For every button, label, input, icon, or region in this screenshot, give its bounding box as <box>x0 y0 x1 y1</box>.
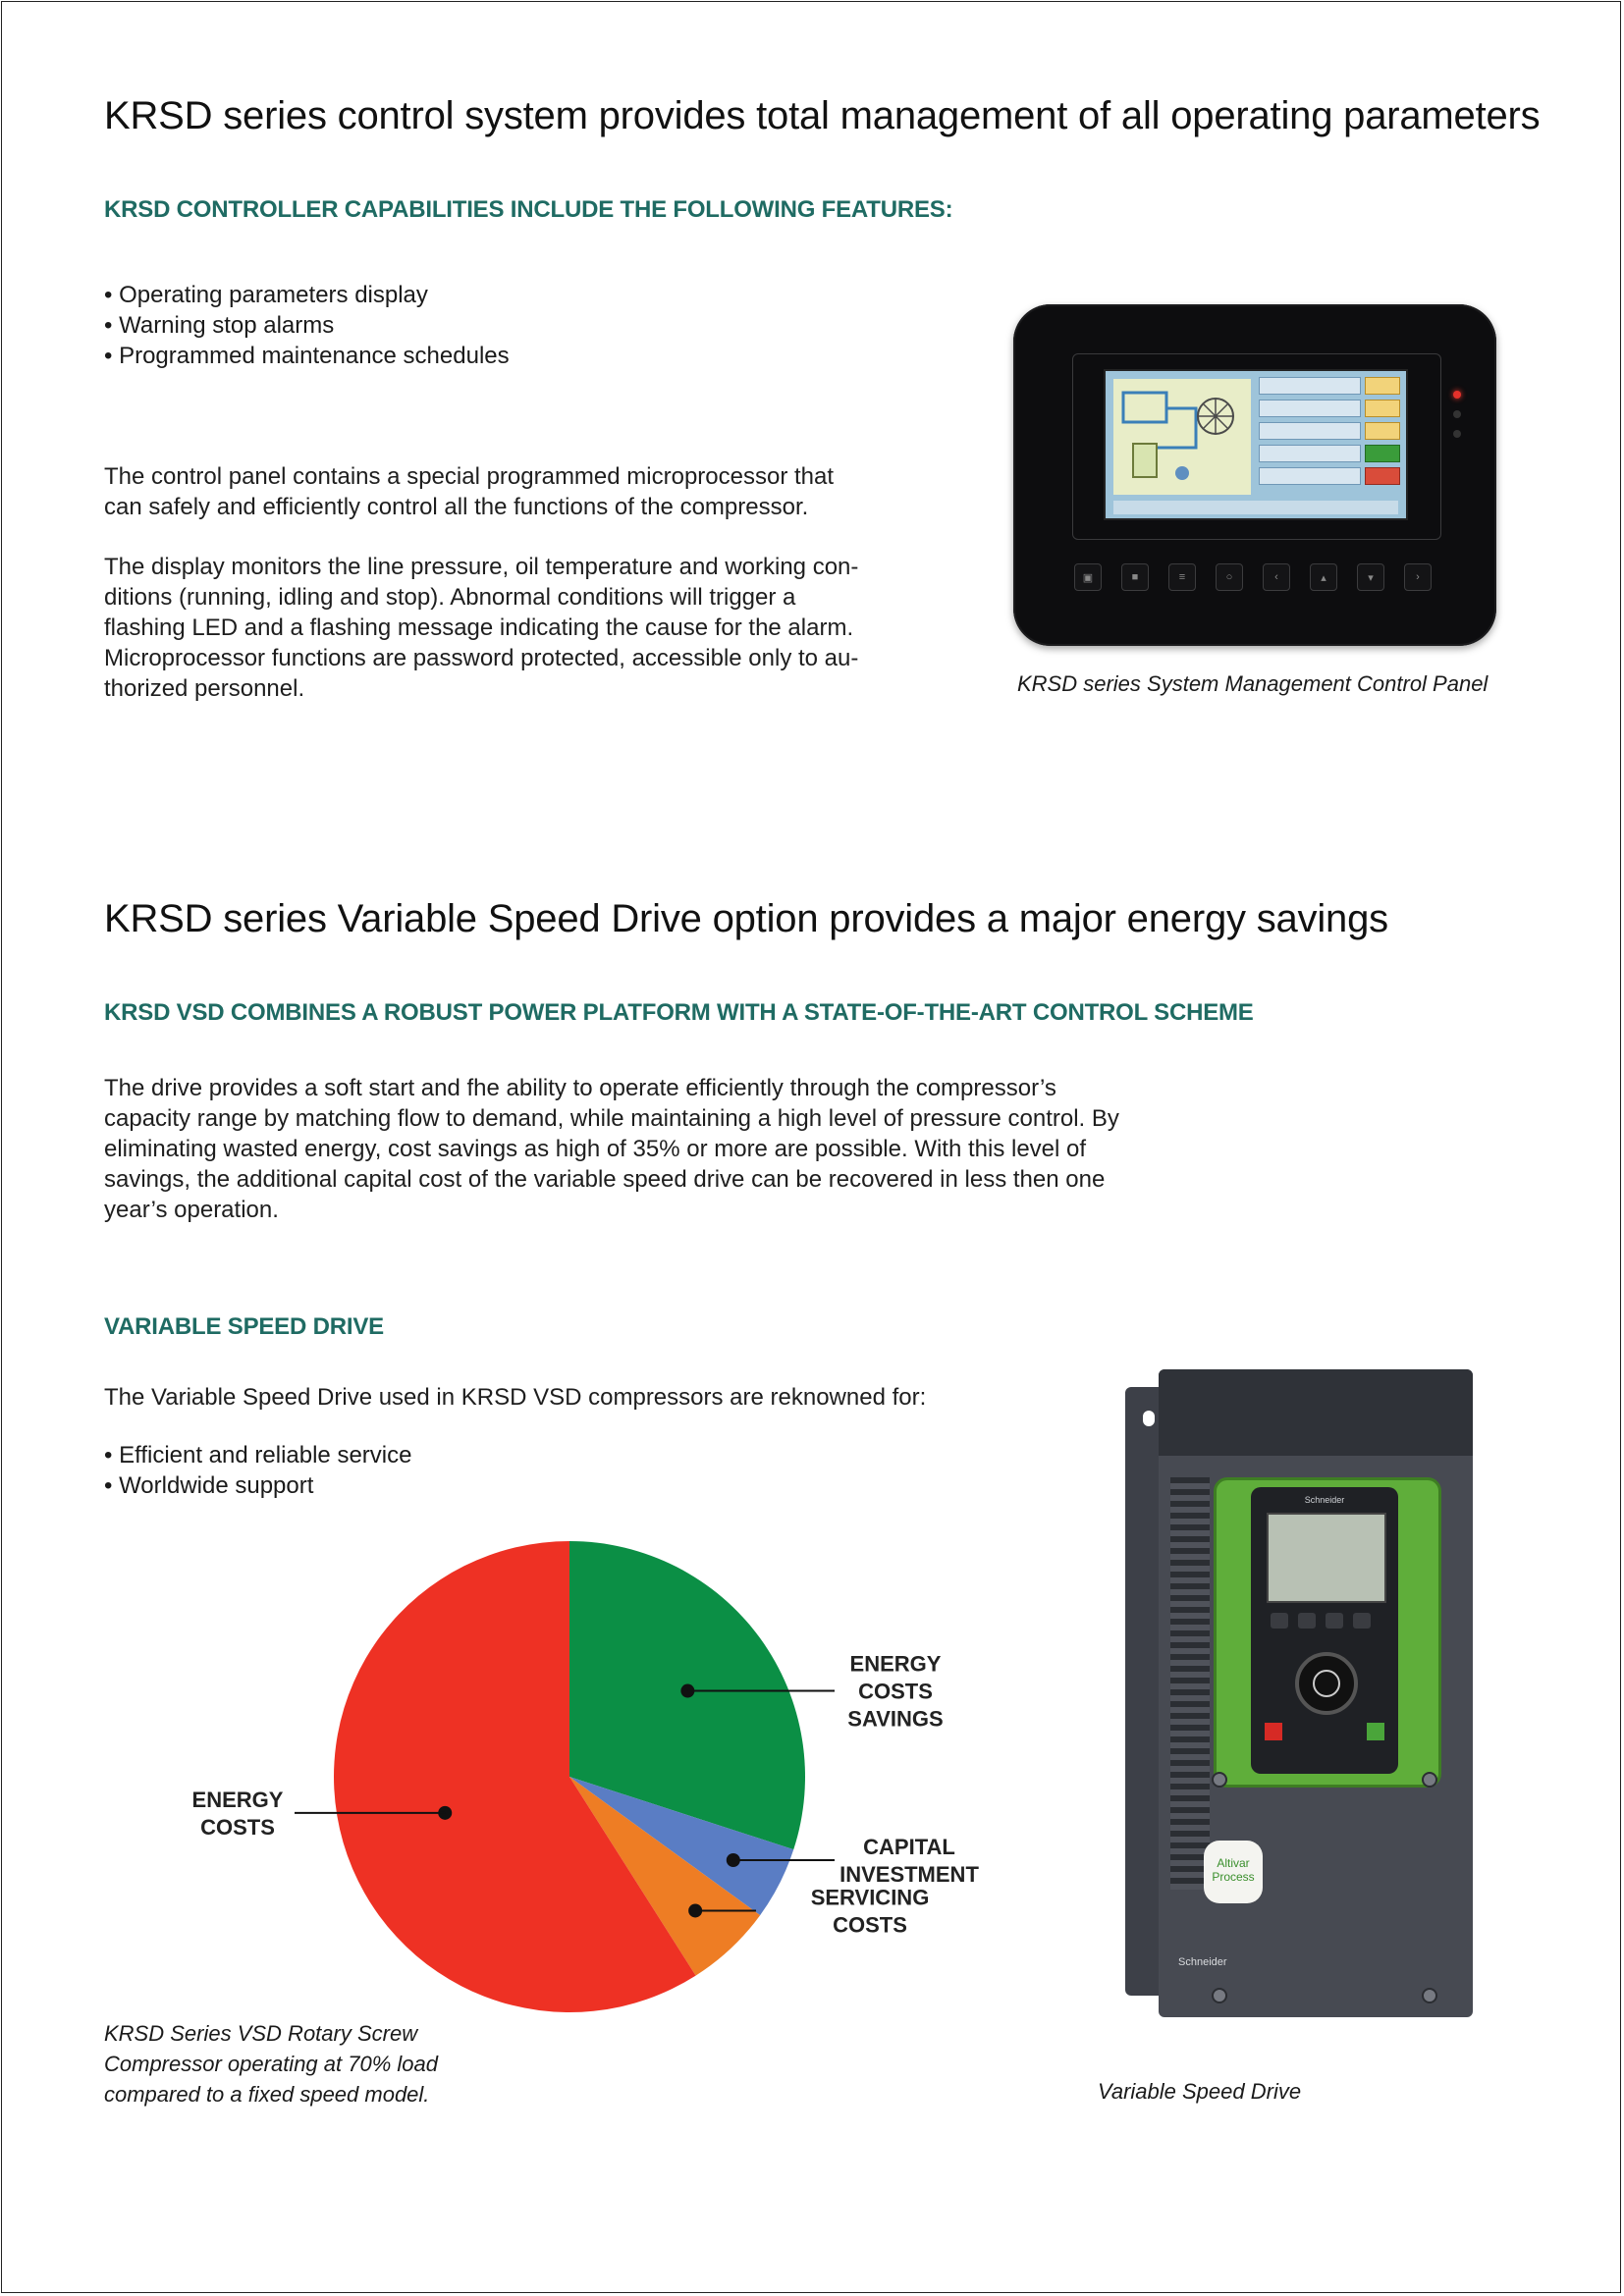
screw-icon <box>1422 1772 1437 1788</box>
text-line: Microprocessor functions are password protected, accessible only to au- <box>104 645 859 671</box>
panel-key-icon: ▣ <box>1074 563 1102 591</box>
section3-intro: The Variable Speed Drive used in KRSD VSD compressors are reknowned for: <box>104 1384 927 1411</box>
cost-pie-chart <box>147 1522 1031 2032</box>
panel-key-icon: ▾ <box>1357 563 1384 591</box>
control-panel-caption: KRSD series System Management Control Panel <box>1017 671 1489 696</box>
list-item: • Programmed maintenance schedules <box>104 341 510 371</box>
pie-label-servicing-costs <box>811 1885 930 1937</box>
pie-label-line: CAPITAL <box>863 1834 955 1859</box>
keypad-function-keys <box>1271 1613 1371 1629</box>
screw-icon <box>1212 1772 1227 1788</box>
pie-label-line: COSTS <box>833 1912 907 1938</box>
section1-bullet-list <box>104 280 510 371</box>
text-line: KRSD Series VSD Rotary Screw <box>104 2021 418 2046</box>
drive-keypad <box>1251 1487 1398 1774</box>
text-line: compared to a fixed speed model. <box>104 2082 430 2107</box>
panel-buttons <box>1074 563 1432 591</box>
compressor-schematic-icon <box>1113 379 1251 495</box>
screen-status-bar <box>1113 501 1398 514</box>
pie-label-line: SAVINGS <box>847 1706 944 1732</box>
section1-paragraph2 <box>104 552 890 704</box>
pie-label-line: INVESTMENT <box>839 1861 979 1887</box>
keypad-display <box>1267 1513 1386 1603</box>
section2-subheading: KRSD VSD COMBINES A ROBUST POWER PLATFORM WITH A STATE-OF-THE-ART CONTROL SCHEME <box>104 999 1254 1026</box>
screen-readouts <box>1259 377 1400 490</box>
text-line: Compressor operating at 70% load <box>104 2052 438 2076</box>
panel-leds <box>1453 391 1461 450</box>
text-line: savings, the additional capital cost of the variable speed drive can be recovered in less then one <box>104 1166 1106 1193</box>
power-led-icon <box>1453 430 1461 438</box>
screw-icon <box>1422 1988 1437 2003</box>
compressor-diagram <box>1113 379 1251 495</box>
section1-heading: KRSD series control system provides total management of all operating parameters <box>104 94 1541 137</box>
text-line: The drive provides a soft start and fhe ability to operate efficiently through the compressor’s <box>104 1075 1056 1101</box>
text-line: capacity range by matching flow to demand, while maintaining a high level of pressure control. By <box>104 1105 1119 1132</box>
text-line: The control panel contains a special programmed microprocessor that <box>104 463 835 490</box>
pie-label-energy-costs-savings <box>847 1652 943 1732</box>
run-key-icon <box>1367 1723 1384 1740</box>
alarm-led-icon <box>1453 391 1461 399</box>
text-line: eliminating wasted energy, cost savings as high of 35% or more are possible. With this level of <box>104 1136 1087 1162</box>
pie-label-capital-investment <box>839 1835 979 1887</box>
jog-dial-icon <box>1295 1652 1358 1715</box>
panel-key-icon: ≡ <box>1168 563 1196 591</box>
text-line: flashing LED and a flashing message indicating the cause for the alarm. <box>104 614 854 641</box>
stop-key-icon <box>1265 1723 1282 1740</box>
panel-screen <box>1104 369 1408 520</box>
panel-key-icon: ○ <box>1216 563 1243 591</box>
pie-label-line: ENERGY <box>191 1787 284 1812</box>
text-line: ditions (running, idling and stop). Abnormal conditions will trigger a <box>104 584 796 611</box>
pie-label-energy-costs <box>192 1788 284 1840</box>
run-led-icon <box>1453 410 1461 418</box>
section3-subheading: VARIABLE SPEED DRIVE <box>104 1313 384 1340</box>
badge-line: Process <box>1212 1870 1255 1884</box>
stop-indicator <box>1365 467 1400 485</box>
text-line: year’s operation. <box>104 1197 279 1223</box>
chart-caption <box>104 2018 438 2109</box>
control-panel-image <box>1013 304 1496 646</box>
text-line: thorized personnel. <box>104 675 305 702</box>
pie-label-line: ENERGY <box>849 1651 942 1677</box>
product-badge <box>1204 1841 1263 1903</box>
list-item: • Efficient and reliable service <box>104 1440 411 1470</box>
keypad-brand: Schneider <box>1304 1495 1345 1505</box>
start-indicator <box>1365 445 1400 462</box>
text-line: The display monitors the line pressure, oil temperature and working con- <box>104 554 859 580</box>
panel-key-icon: ▴ <box>1310 563 1337 591</box>
badge-line: Altivar <box>1217 1856 1250 1870</box>
list-item: • Operating parameters display <box>104 280 510 310</box>
section2-paragraph <box>104 1073 1204 1225</box>
pie-label-line: COSTS <box>858 1679 933 1704</box>
vsd-caption: Variable Speed Drive <box>1098 2079 1302 2104</box>
drive-brand: Schneider <box>1178 1956 1227 1968</box>
panel-key-icon: ■ <box>1121 563 1149 591</box>
screw-icon <box>1212 1988 1227 2003</box>
section3-bullet-list <box>104 1440 411 1501</box>
text-line: can safely and efficiently control all the functions of the compressor. <box>104 494 809 520</box>
panel-key-icon: › <box>1404 563 1432 591</box>
pie-label-line: SERVICING <box>810 1885 930 1910</box>
section1-paragraph1 <box>104 461 890 522</box>
section1-subheading: KRSD CONTROLLER CAPABILITIES INCLUDE THE FOLLOWING FEATURES: <box>104 196 953 223</box>
panel-key-icon: ‹ <box>1263 563 1290 591</box>
pie-label-line: COSTS <box>200 1814 275 1840</box>
vsd-device-image <box>1119 1369 1492 2037</box>
drive-top-cover <box>1159 1369 1473 1456</box>
pie-slices <box>334 1541 805 2012</box>
vent-grille <box>1170 1477 1210 1890</box>
list-item: • Warning stop alarms <box>104 310 510 341</box>
section2-heading: KRSD series Variable Speed Drive option provides a major energy savings <box>104 897 1388 940</box>
list-item: • Worldwide support <box>104 1470 411 1501</box>
